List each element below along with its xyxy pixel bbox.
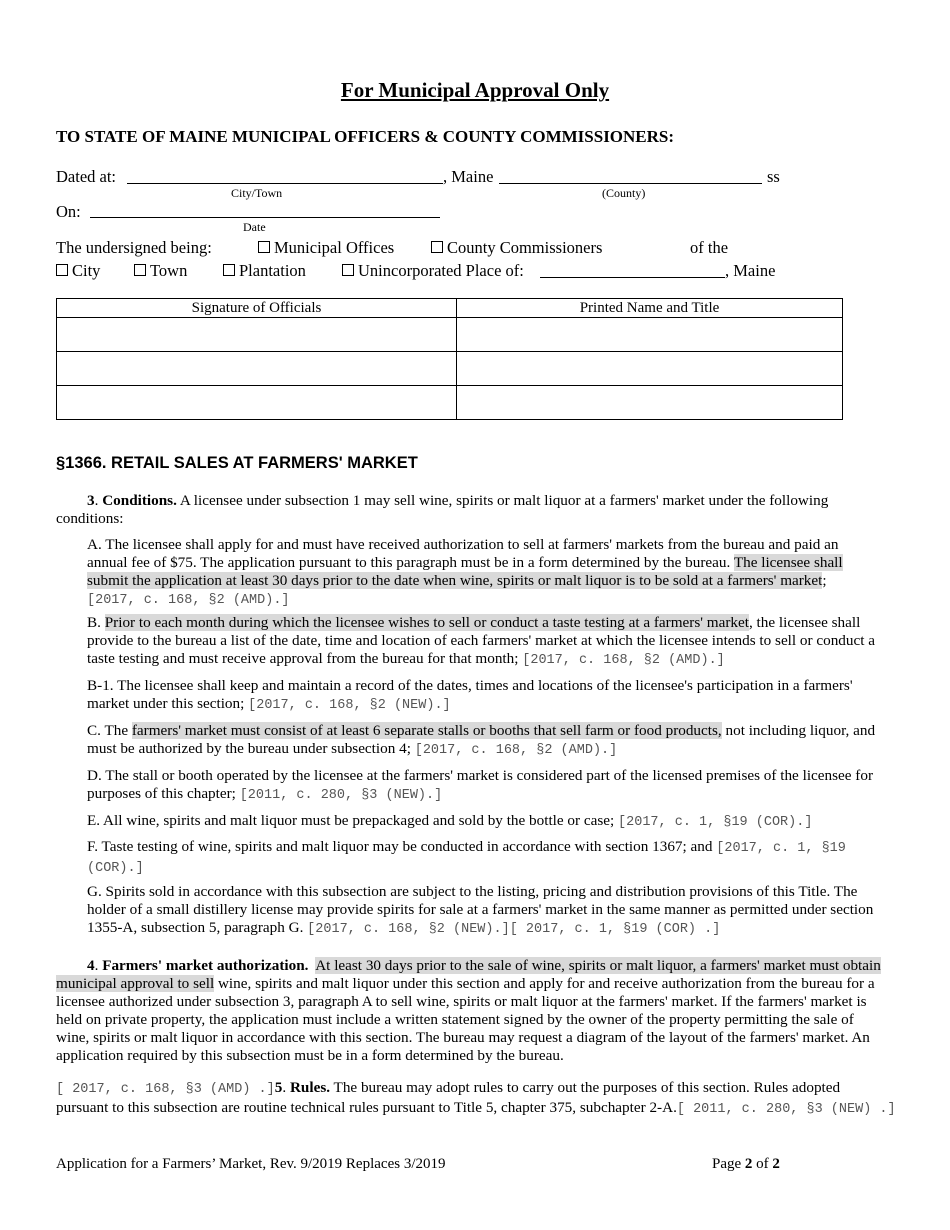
dated-at-label: Dated at: [56, 167, 117, 186]
county-commissioners-option[interactable] [431, 238, 602, 258]
checkbox-icon[interactable] [258, 241, 270, 253]
page-prefix: Page [712, 1156, 745, 1172]
paragraph-f [87, 838, 897, 878]
maine-label: , Maine [443, 167, 494, 186]
signature-cell[interactable] [57, 352, 457, 386]
paragraph-f-text: F. Taste testing of wine, spirits and malt liquor may be conducted in accordance with section 1367; and [87, 838, 713, 855]
paragraph-a-highlight: The licensee shall submit the application at least 30 days prior to the date when wine, spirits or malt liquor is to be sold at a farmers' market [87, 554, 843, 589]
checkbox-icon[interactable] [56, 264, 68, 276]
subsection-4-text: wine, spirits and malt liquor under this section and apply for and receive authorization from the bureau for a licensee authorized under subsection 3, paragraph A to sell wine, spirits or malt liquor at the farmers' market. If the farmers' market is held on private property, the application must include a written statement signed by the owner of the property permitting the sale of wine, spirits or malt liquor in accordance with this section. The bureau may request a diagram of the layout of the farmers' market. An application required by this subsection must be in a form determined by the bureau. [56, 975, 875, 1064]
subsection-4-heading: Farmers' market authorization. [102, 957, 309, 974]
subsection-3-number: 3 [87, 492, 95, 509]
subsection-4-citation: [ 2017, c. 168, §3 (AMD) .] [56, 1082, 275, 1097]
table-row [57, 352, 843, 386]
paragraph-e-text: E. All wine, spirits and malt liquor must be prepackaged and sold by the bottle or case; [87, 812, 615, 829]
checkbox-icon[interactable] [134, 264, 146, 276]
subsection-5-number: 5 [274, 1079, 283, 1096]
paragraph-c-highlight: farmers' market must consist of at least 6 separate stalls or booths that sell farm or food products, [131, 722, 722, 739]
city-town-caption: City/Town [231, 186, 283, 200]
printed-name-cell[interactable] [457, 318, 843, 352]
table-row [57, 318, 843, 352]
printed-name-column-header: Printed Name and Title [457, 299, 843, 318]
table-header-row [57, 299, 843, 318]
subsection-5-text: The bureau may adopt rules to carry out the purposes of this section. Rules adopted pursuant to this subsection are routine technical rules pursuant to Title 5, chapter 375, subchapter 2-A. [56, 1079, 841, 1116]
paragraph-b-prefix: B. [87, 614, 105, 631]
subsection-5-citation: [ 2011, c. 280, §3 (NEW) .] [676, 1102, 896, 1117]
paragraph-c-citation: [2017, c. 168, §2 (AMD).] [414, 743, 618, 758]
paragraph-g-citation: [2017, c. 168, §2 (NEW).][ 2017, c. 1, §19 (COR) .] [307, 922, 721, 937]
checkbox-icon[interactable] [342, 264, 354, 276]
printed-name-cell[interactable] [457, 386, 843, 420]
paragraph-e [87, 812, 897, 832]
page-of: of [752, 1156, 773, 1172]
signature-column-header: Signature of Officials [57, 299, 457, 318]
signature-cell[interactable] [57, 318, 457, 352]
paragraph-b1-text: B-1. The licensee shall keep and maintain a record of the dates, times and locations of the licensee's participation in a farmers' market under this section; [87, 677, 853, 712]
table-row [57, 386, 843, 420]
signature-table [56, 298, 843, 420]
subsection-4-number: 4 [87, 957, 95, 974]
paragraph-b-text: , the licensee shall provide to the bureau a list of the date, time and location of each farmers' market at which the licensee intends to sell or conduct a taste testing and must receive approval from the bureau for that month; [87, 614, 875, 667]
page-current: 2 [744, 1156, 753, 1172]
place-maine-label: , Maine [725, 261, 776, 280]
paragraph-b-highlight: Prior to each month during which the licensee wishes to sell or conduct a taste testing at a farmers' market [104, 614, 749, 631]
plantation-label: Plantation [239, 261, 306, 280]
date-caption: Date [243, 220, 266, 234]
subsection-4-highlight: At least 30 days prior to the sale of wine, spirits or malt liquor, a farmers' market must obtain municipal approval to sell [56, 957, 881, 992]
footer-form-revision: Application for a Farmers’ Market, Rev. 9/2019 Replaces 3/2019 [56, 1156, 446, 1172]
date-field[interactable] [90, 217, 440, 218]
paragraph-d-text: D. The stall or booth operated by the licensee at the farmers' market is considered part of the licensed premises of the licensee for purposes of this chapter; [87, 767, 874, 802]
paragraph-a-text: A. The licensee shall apply for and must have received authorization to sell at farmers' markets from the bureau and paid an annual fee of $75. The application pursuant to this paragraph must be in a form determined by the bureau. [87, 536, 839, 571]
county-field[interactable] [499, 183, 762, 184]
paragraph-c-prefix: C. The [87, 722, 132, 739]
ss-label: ss [767, 167, 780, 186]
unincorporated-place-field[interactable] [540, 277, 725, 278]
checkbox-icon[interactable] [223, 264, 235, 276]
paragraph-g [87, 883, 897, 939]
unincorporated-option[interactable] [342, 261, 524, 281]
town-label: Town [150, 261, 188, 280]
paragraph-b-citation: [2017, c. 168, §2 (AMD).] [522, 653, 725, 668]
paragraph-e-citation: [2017, c. 1, §19 (COR).] [618, 815, 813, 830]
paragraph-c [87, 722, 897, 760]
printed-name-cell[interactable] [457, 352, 843, 386]
city-option[interactable] [56, 261, 100, 281]
town-option[interactable] [134, 261, 187, 281]
municipal-offices-option[interactable] [258, 238, 394, 258]
paragraph-b [87, 614, 897, 670]
on-label: On: [56, 202, 81, 221]
subsection-5-heading: Rules. [289, 1079, 331, 1096]
addressee-heading: TO STATE OF MAINE MUNICIPAL OFFICERS & COUNTY COMMISSIONERS: [56, 127, 675, 146]
paragraph-d [87, 767, 897, 805]
paragraph-b1 [87, 677, 877, 715]
paragraph-d-citation: [2011, c. 280, §3 (NEW).] [239, 788, 443, 803]
undersigned-label: The undersigned being: [56, 238, 212, 257]
municipal-offices-label: Municipal Offices [274, 238, 395, 257]
paragraph-a-punct: ; [822, 572, 827, 589]
paragraph-f-citation: [2017, c. 1, §19 (COR).] [87, 841, 846, 876]
city-label: City [72, 261, 101, 280]
subsection-3-heading: Conditions. [102, 492, 177, 509]
county-caption: (County) [602, 186, 646, 200]
plantation-option[interactable] [223, 261, 306, 281]
of-the-label: of the [690, 238, 729, 257]
subsection-5: [ 2017, c. 168, §3 (AMD) .]5. Rules. The bureau may adopt rules to carry out the purposes of this section. Rules adopted pursuant to this subsection are routine technical rules pursuant to Title 5, chapter 375, subchapter 2-A.[ 2011, c. 280, §3 (NEW) .] [56, 1079, 896, 1117]
subsection-3-text: A licensee under subsection 1 may sell wine, spirits or malt liquor at a farmers' market under the following conditions: [56, 492, 829, 527]
unincorporated-label: Unincorporated Place of: [358, 261, 524, 280]
paragraph-g-text: G. Spirits sold in accordance with this subsection are subject to the listing, pricing and distribution provisions of this Title. The holder of a small distillery license may provide spirits for sale at a farmers' market in the same manner as permitted under section 1355-A, subsection 5, paragraph G. [87, 883, 874, 936]
paragraph-b1-citation: [2017, c. 168, §2 (NEW).] [248, 698, 451, 713]
signature-cell[interactable] [57, 386, 457, 420]
paragraph-a-citation: [2017, c. 168, §2 (AMD).] [87, 593, 290, 608]
page-total: 2 [772, 1156, 780, 1172]
paragraph-c-text: not including liquor, and must be authorized by the bureau under subsection 4; [87, 722, 876, 757]
section-heading: §1366. RETAIL SALES AT FARMERS' MARKET [56, 454, 418, 472]
checkbox-icon[interactable] [431, 241, 443, 253]
county-commissioners-label: County Commissioners [447, 238, 603, 257]
city-town-field[interactable] [127, 183, 443, 184]
paragraph-a [87, 536, 872, 610]
subsection-4: 4. Farmers' market authorization. At least 30 days prior to the sale of wine, spirits or malt liquor, a farmers' market must obtain municipal approval to sell wine, spirits and malt liquor under this section and apply for and receive authorization from the bureau for a licensee authorized under subsection 3, paragraph A to sell wine, spirits or malt liquor at the farmers' market. If the farmers' market is held on private property, the application must include a written statement signed by the owner of the property permitting the sale of wine, spirits or malt liquor in accordance with this section. The bureau may request a diagram of the layout of the farmers' market. An application required by this subsection must be in a form determined by the bureau. [56, 957, 881, 1064]
page-title: For Municipal Approval Only [340, 78, 610, 102]
subsection-3: 3. Conditions. A licensee under subsection 1 may sell wine, spirits or malt liquor at a farmers' market under the following conditions: [56, 492, 829, 527]
footer-page-number [712, 1156, 780, 1173]
